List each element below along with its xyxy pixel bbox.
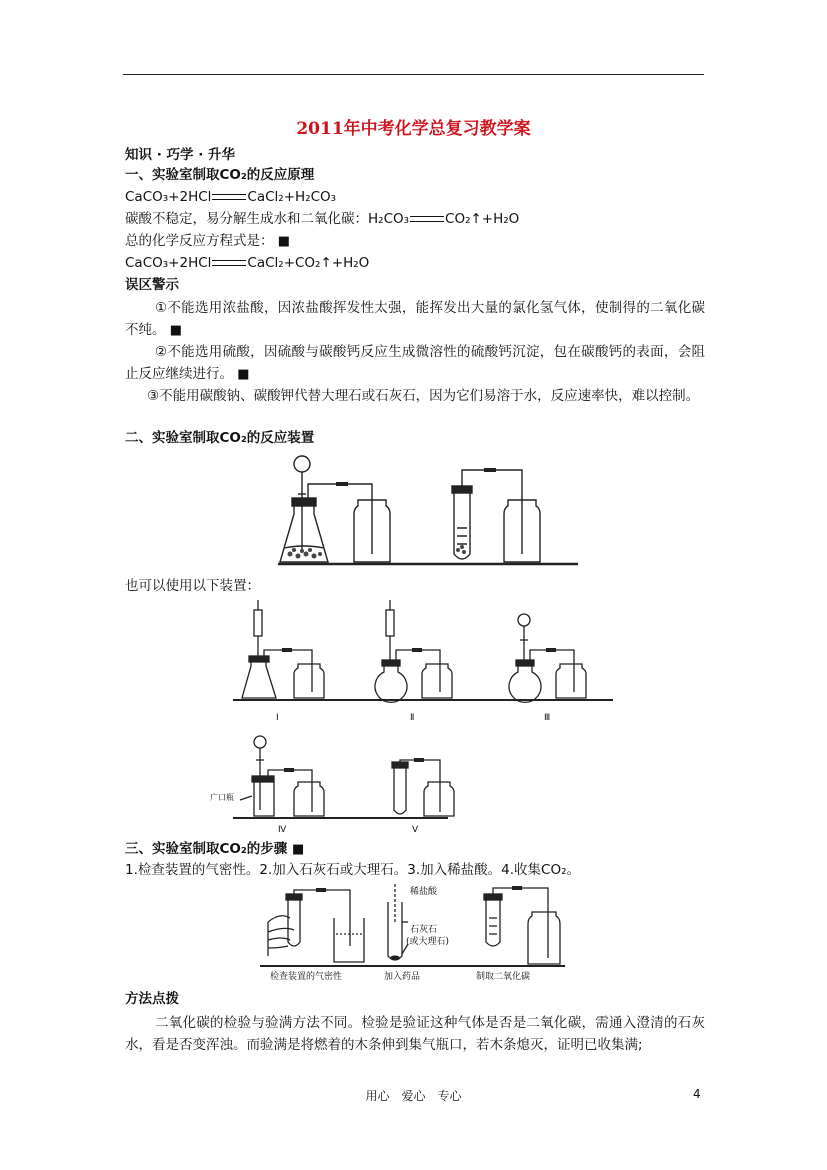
eq3-left: CaCO₃+2HCl bbox=[125, 255, 212, 271]
steps-line: 1.检查装置的气密性。2.加入石灰石或大理石。3.加入稀盐酸。4.收集CO₂。 bbox=[125, 862, 580, 878]
footer-motto: 用心 爱心 专心 bbox=[365, 1089, 462, 1103]
page-number: 4 bbox=[693, 1087, 701, 1101]
equation-3 bbox=[125, 254, 705, 272]
label-V: Ⅴ bbox=[412, 825, 419, 835]
label-IV: Ⅳ bbox=[278, 825, 287, 835]
mark-square: ■ bbox=[169, 323, 183, 338]
caption-airtight: 检查装置的气密性 bbox=[270, 972, 343, 982]
warning-p3 bbox=[125, 385, 705, 407]
label-stone: 石灰石 bbox=[410, 925, 438, 935]
label-III: Ⅲ bbox=[544, 713, 551, 723]
equals-sign bbox=[410, 216, 444, 222]
warning-p1-text: ①不能选用浓盐酸，因浓盐酸挥发性太强，能挥发出大量的氯化氢气体，使制得的二氧化碳不纯。 bbox=[125, 300, 705, 338]
mark-square: ■ bbox=[237, 367, 250, 382]
mark-square: ■ bbox=[292, 842, 305, 857]
label-I: Ⅰ bbox=[276, 713, 279, 723]
section-1-heading: 一、实验室制取CO₂的反应原理 bbox=[125, 167, 315, 183]
warning-p2-text: ②不能选用硫酸，因硫酸与碳酸钙反应生成微溶性的硫酸钙沉淀，包在碳酸钙的表面，会阻止反应继续进行。 bbox=[125, 344, 705, 382]
apparatus-figure-1 bbox=[278, 450, 578, 568]
section-intro: 知识 · 巧学 · 升华 bbox=[125, 147, 236, 163]
eq2-left: H₂CO₃ bbox=[368, 211, 410, 227]
label-guangkou: 广口瓶 bbox=[210, 793, 234, 802]
method-heading: 方法点拨 bbox=[125, 991, 179, 1007]
decomposition-text: 碳酸不稳定，易分解生成水和二氧化碳： bbox=[125, 211, 368, 227]
equals-sign bbox=[212, 260, 246, 266]
label-marble: (或大理石) bbox=[406, 937, 450, 947]
hand-icon bbox=[268, 916, 294, 956]
section-2-heading: 二、实验室制取CO₂的反应装置 bbox=[125, 430, 315, 446]
warning-p1 bbox=[125, 297, 705, 342]
decomposition-line bbox=[125, 210, 705, 228]
marble-chips bbox=[288, 548, 323, 559]
eq1-right: CaCl₂+H₂CO₃ bbox=[247, 189, 337, 205]
total-label: 总的化学反应方程式是： bbox=[125, 233, 274, 249]
label-II: Ⅱ bbox=[410, 713, 415, 723]
method-p1: 二氧化碳的检验与验满方法不同。检验是验证这种气体是否是二氧化碳，需通入澄清的石灰水，看是否变浑浊。而验满是将燃着的木条伸到集气瓶口，若木条熄灭，证明已收集满; bbox=[125, 1015, 705, 1053]
warning-p3-text: ③不能用碳酸钠、碳酸钾代替大理石或石灰石，因为它们易溶于水，反应速率快，难以控制。 bbox=[147, 388, 700, 404]
caption-produce-co2: 制取二氧化碳 bbox=[476, 972, 531, 982]
eq2-right: CO₂↑+H₂O bbox=[445, 211, 520, 227]
stopper bbox=[292, 498, 316, 506]
equals-sign bbox=[212, 194, 246, 200]
section-3-heading-text: 三、实验室制取CO₂的步骤 bbox=[125, 841, 288, 857]
eq1-left: CaCO₃+2HCl bbox=[125, 189, 212, 205]
caption-add-reagent: 加入药品 bbox=[384, 972, 421, 982]
also-text: 也可以使用以下装置： bbox=[125, 578, 260, 594]
funnel-bulb bbox=[294, 456, 310, 472]
apparatus-figure-2 bbox=[210, 600, 618, 836]
delivery-tube bbox=[308, 484, 372, 554]
equation-1 bbox=[125, 188, 705, 206]
total-equation-label bbox=[125, 232, 705, 251]
mark-square: ■ bbox=[277, 234, 291, 249]
section-3-heading bbox=[125, 840, 705, 859]
label-acid: 稀盐酸 bbox=[410, 887, 438, 897]
delivery-tube-2 bbox=[462, 470, 522, 554]
page-title: 2011年中考化学总复习教学案 bbox=[296, 119, 531, 139]
header-rule bbox=[123, 74, 704, 75]
warning-heading: 误区警示 bbox=[125, 277, 179, 293]
apparatus-figure-3 bbox=[260, 882, 565, 984]
eq3-right: CaCl₂+CO₂↑+H₂O bbox=[247, 255, 370, 271]
warning-p2 bbox=[125, 341, 705, 386]
